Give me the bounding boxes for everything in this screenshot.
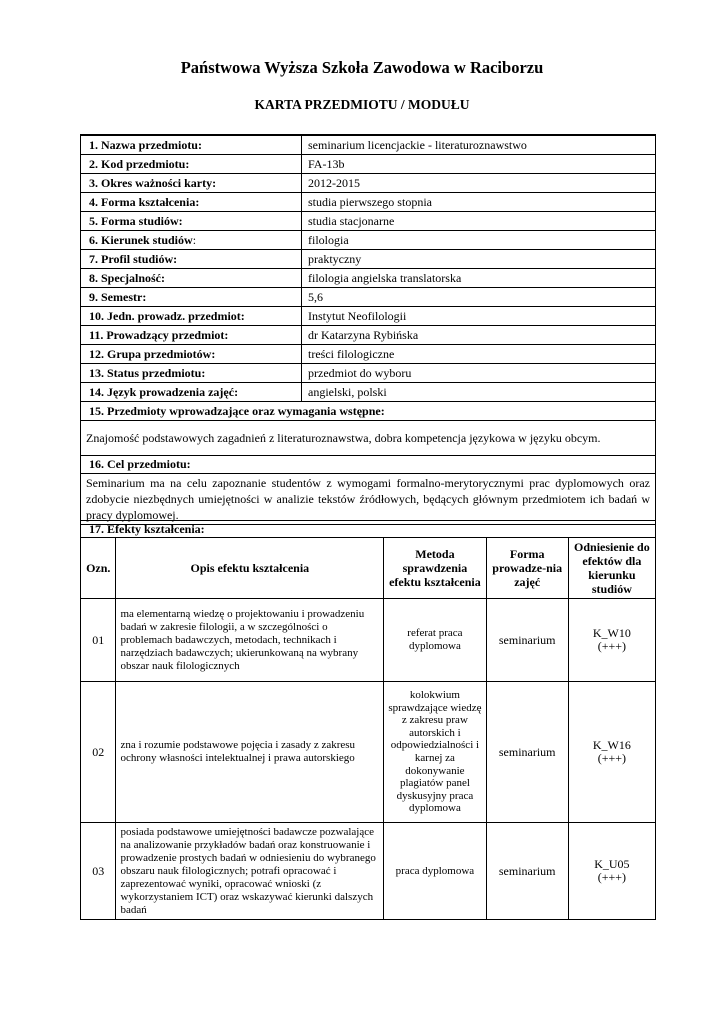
info-value: 2012-2015	[302, 174, 656, 193]
column-header-ozn: Ozn.	[81, 538, 116, 599]
outcome-reference-code: K_W10	[592, 626, 631, 640]
outcome-form: seminarium	[486, 823, 568, 920]
learning-outcomes-table	[80, 520, 656, 920]
info-value: 5,6	[302, 288, 656, 307]
info-row	[81, 326, 656, 345]
info-label-text: 6. Kierunek studiów	[89, 232, 193, 247]
card-title: KARTA PRZEDMIOTU / MODUŁU	[254, 97, 470, 112]
info-row	[81, 269, 656, 288]
info-row	[81, 345, 656, 364]
info-value: seminarium licencjackie - literaturoznawstwo	[302, 135, 656, 155]
info-value: angielski, polski	[302, 383, 656, 402]
info-label: 11. Prowadzący przedmiot:	[81, 326, 302, 345]
info-label: 7. Profil studiów:	[81, 250, 302, 269]
outcome-form: seminarium	[486, 682, 568, 823]
column-header-form: Forma prowadze-nia zajęć	[486, 538, 568, 599]
outcome-form: seminarium	[486, 599, 568, 682]
course-info-table	[80, 134, 656, 525]
info-value: treści filologiczne	[302, 345, 656, 364]
outcome-code: 01	[81, 599, 116, 682]
column-header-method: Metoda sprawdzenia efektu kształcenia	[384, 538, 486, 599]
info-value: przedmiot do wyboru	[302, 364, 656, 383]
info-row	[81, 250, 656, 269]
outcome-code: 02	[81, 682, 116, 823]
info-row	[81, 174, 656, 193]
info-row	[81, 307, 656, 326]
prereq-text: Znajomość podstawowych zagadnień z literaturoznawstwa, dobra kompetencja językowa w języku obcym.	[81, 421, 656, 456]
outcome-reference-level: (+++)	[597, 639, 627, 653]
outcome-reference-code: K_W16	[592, 738, 631, 752]
info-row	[81, 155, 656, 174]
goal-text-row	[81, 474, 656, 525]
info-row	[81, 231, 656, 250]
info-row	[81, 364, 656, 383]
outcome-row	[81, 823, 656, 920]
outcome-reference	[568, 599, 655, 682]
info-value: studia stacjonarne	[302, 212, 656, 231]
outcome-row	[81, 599, 656, 682]
info-label: 9. Semestr:	[81, 288, 302, 307]
prereq-heading: 15. Przedmioty wprowadzające oraz wymagania wstępne:	[81, 402, 656, 421]
outcomes-heading-row	[81, 521, 656, 538]
info-label: 13. Status przedmiotu:	[81, 364, 302, 383]
info-label: 2. Kod przedmiotu:	[81, 155, 302, 174]
outcome-description: zna i rozumie podstawowe pojęcia i zasady z zakresu ochrony własności intelektualnej i prawa autorskiego	[116, 682, 384, 823]
info-label-colon: :	[192, 232, 197, 247]
outcome-reference	[568, 682, 655, 823]
info-label: 4. Forma kształcenia:	[81, 193, 302, 212]
outcome-reference-code: K_U05	[594, 857, 630, 871]
goal-heading-row	[81, 456, 656, 474]
info-label: 10. Jedn. prowadz. przedmiot:	[81, 307, 302, 326]
outcome-description: posiada podstawowe umiejętności badawcze pozwalające na analizowanie przykładów badań oraz konstruowanie i prowadzenie prostych badań w odniesieniu do wybranego obszaru nauk filologicznych; potrafi opracować i zaprezentować wyniki, opracować wnioski (z wykorzystaniem ICT) oraz wskazywać kierunki dalszych badań	[116, 823, 384, 920]
outcome-method: referat praca dyplomowa	[384, 599, 486, 682]
info-label: 12. Grupa przedmiotów:	[81, 345, 302, 364]
info-value: FA-13b	[302, 155, 656, 174]
university-title: Państwowa Wyższa Szkoła Zawodowa w Raciborzu	[180, 58, 544, 77]
info-row	[81, 383, 656, 402]
prereq-text-row	[81, 421, 656, 456]
outcome-description: ma elementarną wiedzę o projektowaniu i prowadzeniu badań w zakresie filologii, a w szczególności o problemach badawczych, metodach, technikach i narzędziach badawczych; ukierunkowaną na wybrany obszar nauk filologicznych	[116, 599, 384, 682]
goal-heading: 16. Cel przedmiotu:	[81, 456, 656, 474]
outcome-method: praca dyplomowa	[384, 823, 486, 920]
column-header-description: Opis efektu kształcenia	[116, 538, 384, 599]
outcome-reference-level: (+++)	[597, 870, 627, 884]
outcome-row	[81, 682, 656, 823]
info-row	[81, 193, 656, 212]
info-value: studia pierwszego stopnia	[302, 193, 656, 212]
outcomes-header-row	[81, 538, 656, 599]
info-label: 14. Język prowadzenia zajęć:	[81, 383, 302, 402]
info-row	[81, 135, 656, 155]
outcome-method: kolokwium sprawdzające wiedzę z zakresu praw autorskich i odpowiedzialności i karnej za dokonywanie plagiatów panel dyskusyjny praca dyplomowa	[384, 682, 486, 823]
info-row	[81, 288, 656, 307]
info-value: Instytut Neofilologii	[302, 307, 656, 326]
outcomes-heading: 17. Efekty kształcenia:	[81, 521, 656, 538]
info-value: dr Katarzyna Rybińska	[302, 326, 656, 345]
info-value: praktyczny	[302, 250, 656, 269]
info-label: 1. Nazwa przedmiotu:	[81, 135, 302, 155]
info-row	[81, 212, 656, 231]
info-value: filologia angielska translatorska	[302, 269, 656, 288]
goal-text: Seminarium ma na celu zapoznanie studentów z wymogami formalno-merytorycznymi prac dyplomowych oraz zdobycie niezbędnych umiejętności w analizie tekstów źródłowych, będących głównym przedmiotem ich badań w pracy dyplomowej.	[81, 474, 656, 525]
prereq-heading-row	[81, 402, 656, 421]
info-label	[81, 231, 302, 250]
info-label: 3. Okres ważności karty:	[81, 174, 302, 193]
outcome-reference	[568, 823, 655, 920]
info-label: 8. Specjalność:	[81, 269, 302, 288]
info-label: 5. Forma studiów:	[81, 212, 302, 231]
column-header-reference: Odniesienie do efektów dla kierunku studiów	[568, 538, 655, 599]
outcome-reference-level: (+++)	[597, 751, 627, 765]
outcome-code: 03	[81, 823, 116, 920]
info-value: filologia	[302, 231, 656, 250]
